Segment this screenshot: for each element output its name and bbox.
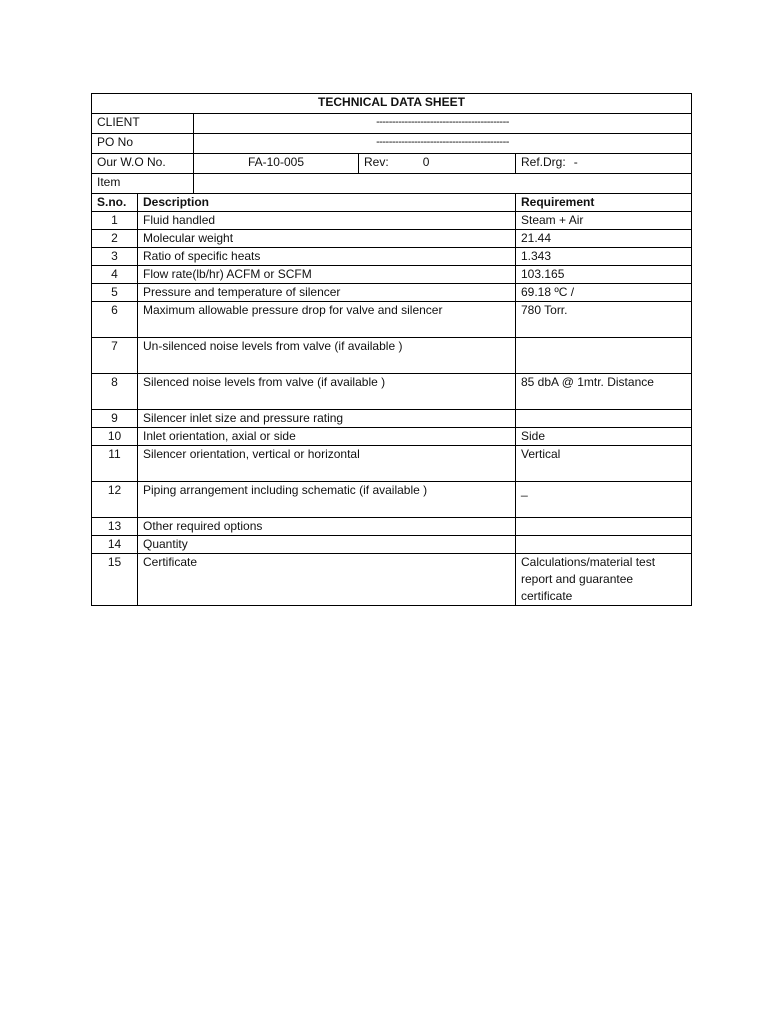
row-sno: 9 <box>92 410 138 428</box>
row-description: Molecular weight <box>138 230 516 248</box>
wo-row <box>92 154 692 174</box>
table-row <box>92 248 692 266</box>
row-sno: 3 <box>92 248 138 266</box>
row-description: Silenced noise levels from valve (if available ) <box>138 374 516 410</box>
row-requirement <box>516 518 692 536</box>
table-row <box>92 374 692 410</box>
row-description: Fluid handled <box>138 212 516 230</box>
row-requirement: 103.165 <box>516 266 692 284</box>
table-row <box>92 446 692 482</box>
table-row <box>92 482 692 518</box>
sno-header: S.no. <box>92 194 138 212</box>
row-description: Silencer orientation, vertical or horizontal <box>138 446 516 482</box>
po-row <box>92 134 692 154</box>
row-sno: 15 <box>92 554 138 606</box>
rev-cell <box>359 154 516 174</box>
wo-label: Our W.O No. <box>92 154 194 174</box>
refdrg-label: Ref.Drg: <box>521 155 566 169</box>
refdrg-value: - <box>573 155 578 169</box>
rev-label: Rev: <box>364 155 389 169</box>
row-description: Un-silenced noise levels from valve (if available ) <box>138 338 516 374</box>
header-row <box>92 194 692 212</box>
table-row <box>92 338 692 374</box>
row-sno: 11 <box>92 446 138 482</box>
row-requirement <box>516 338 692 374</box>
item-label: Item <box>92 174 194 194</box>
po-value: ------------------------------------------ <box>194 134 692 154</box>
row-requirement <box>516 536 692 554</box>
row-sno: 14 <box>92 536 138 554</box>
row-requirement: 780 Torr. <box>516 302 692 338</box>
item-row <box>92 174 692 194</box>
po-label: PO No <box>92 134 194 154</box>
row-requirement: _ <box>516 482 692 518</box>
row-sno: 10 <box>92 428 138 446</box>
table-row <box>92 230 692 248</box>
client-label: CLIENT <box>92 114 194 134</box>
table-row <box>92 518 692 536</box>
wo-value: FA-10-005 <box>194 154 359 174</box>
table-row <box>92 536 692 554</box>
client-value: ------------------------------------------ <box>194 114 692 134</box>
refdrg-cell <box>516 154 692 174</box>
description-header: Description <box>138 194 516 212</box>
table-row <box>92 212 692 230</box>
row-sno: 13 <box>92 518 138 536</box>
row-sno: 5 <box>92 284 138 302</box>
row-description: Quantity <box>138 536 516 554</box>
table-row <box>92 266 692 284</box>
table-row <box>92 428 692 446</box>
sheet-title: TECHNICAL DATA SHEET <box>92 94 692 114</box>
row-description: Silencer inlet size and pressure rating <box>138 410 516 428</box>
requirement-header: Requirement <box>516 194 692 212</box>
table-row <box>92 410 692 428</box>
item-value <box>194 174 692 194</box>
row-requirement: 21.44 <box>516 230 692 248</box>
row-description: Other required options <box>138 518 516 536</box>
row-description: Piping arrangement including schematic (if available ) <box>138 482 516 518</box>
row-sno: 8 <box>92 374 138 410</box>
table-row <box>92 302 692 338</box>
row-requirement: Steam + Air <box>516 212 692 230</box>
client-row <box>92 114 692 134</box>
row-description: Certificate <box>138 554 516 606</box>
row-requirement: Side <box>516 428 692 446</box>
row-sno: 2 <box>92 230 138 248</box>
row-sno: 6 <box>92 302 138 338</box>
row-description: Inlet orientation, axial or side <box>138 428 516 446</box>
row-description: Flow rate(lb/hr) ACFM or SCFM <box>138 266 516 284</box>
table-row <box>92 554 692 606</box>
row-description: Ratio of specific heats <box>138 248 516 266</box>
technical-data-sheet-table <box>91 93 692 606</box>
title-row <box>92 94 692 114</box>
table-row <box>92 284 692 302</box>
row-requirement: 1.343 <box>516 248 692 266</box>
row-sno: 4 <box>92 266 138 284</box>
row-sno: 1 <box>92 212 138 230</box>
row-requirement: 85 dbA @ 1mtr. Distance <box>516 374 692 410</box>
row-requirement: Calculations/material test report and guarantee certificate <box>516 554 692 606</box>
row-sno: 12 <box>92 482 138 518</box>
row-requirement <box>516 410 692 428</box>
row-sno: 7 <box>92 338 138 374</box>
row-requirement: Vertical <box>516 446 692 482</box>
row-description: Maximum allowable pressure drop for valve and silencer <box>138 302 516 338</box>
row-description: Pressure and temperature of silencer <box>138 284 516 302</box>
rev-value: 0 <box>422 155 430 169</box>
row-requirement: 69.18 ºC / <box>516 284 692 302</box>
